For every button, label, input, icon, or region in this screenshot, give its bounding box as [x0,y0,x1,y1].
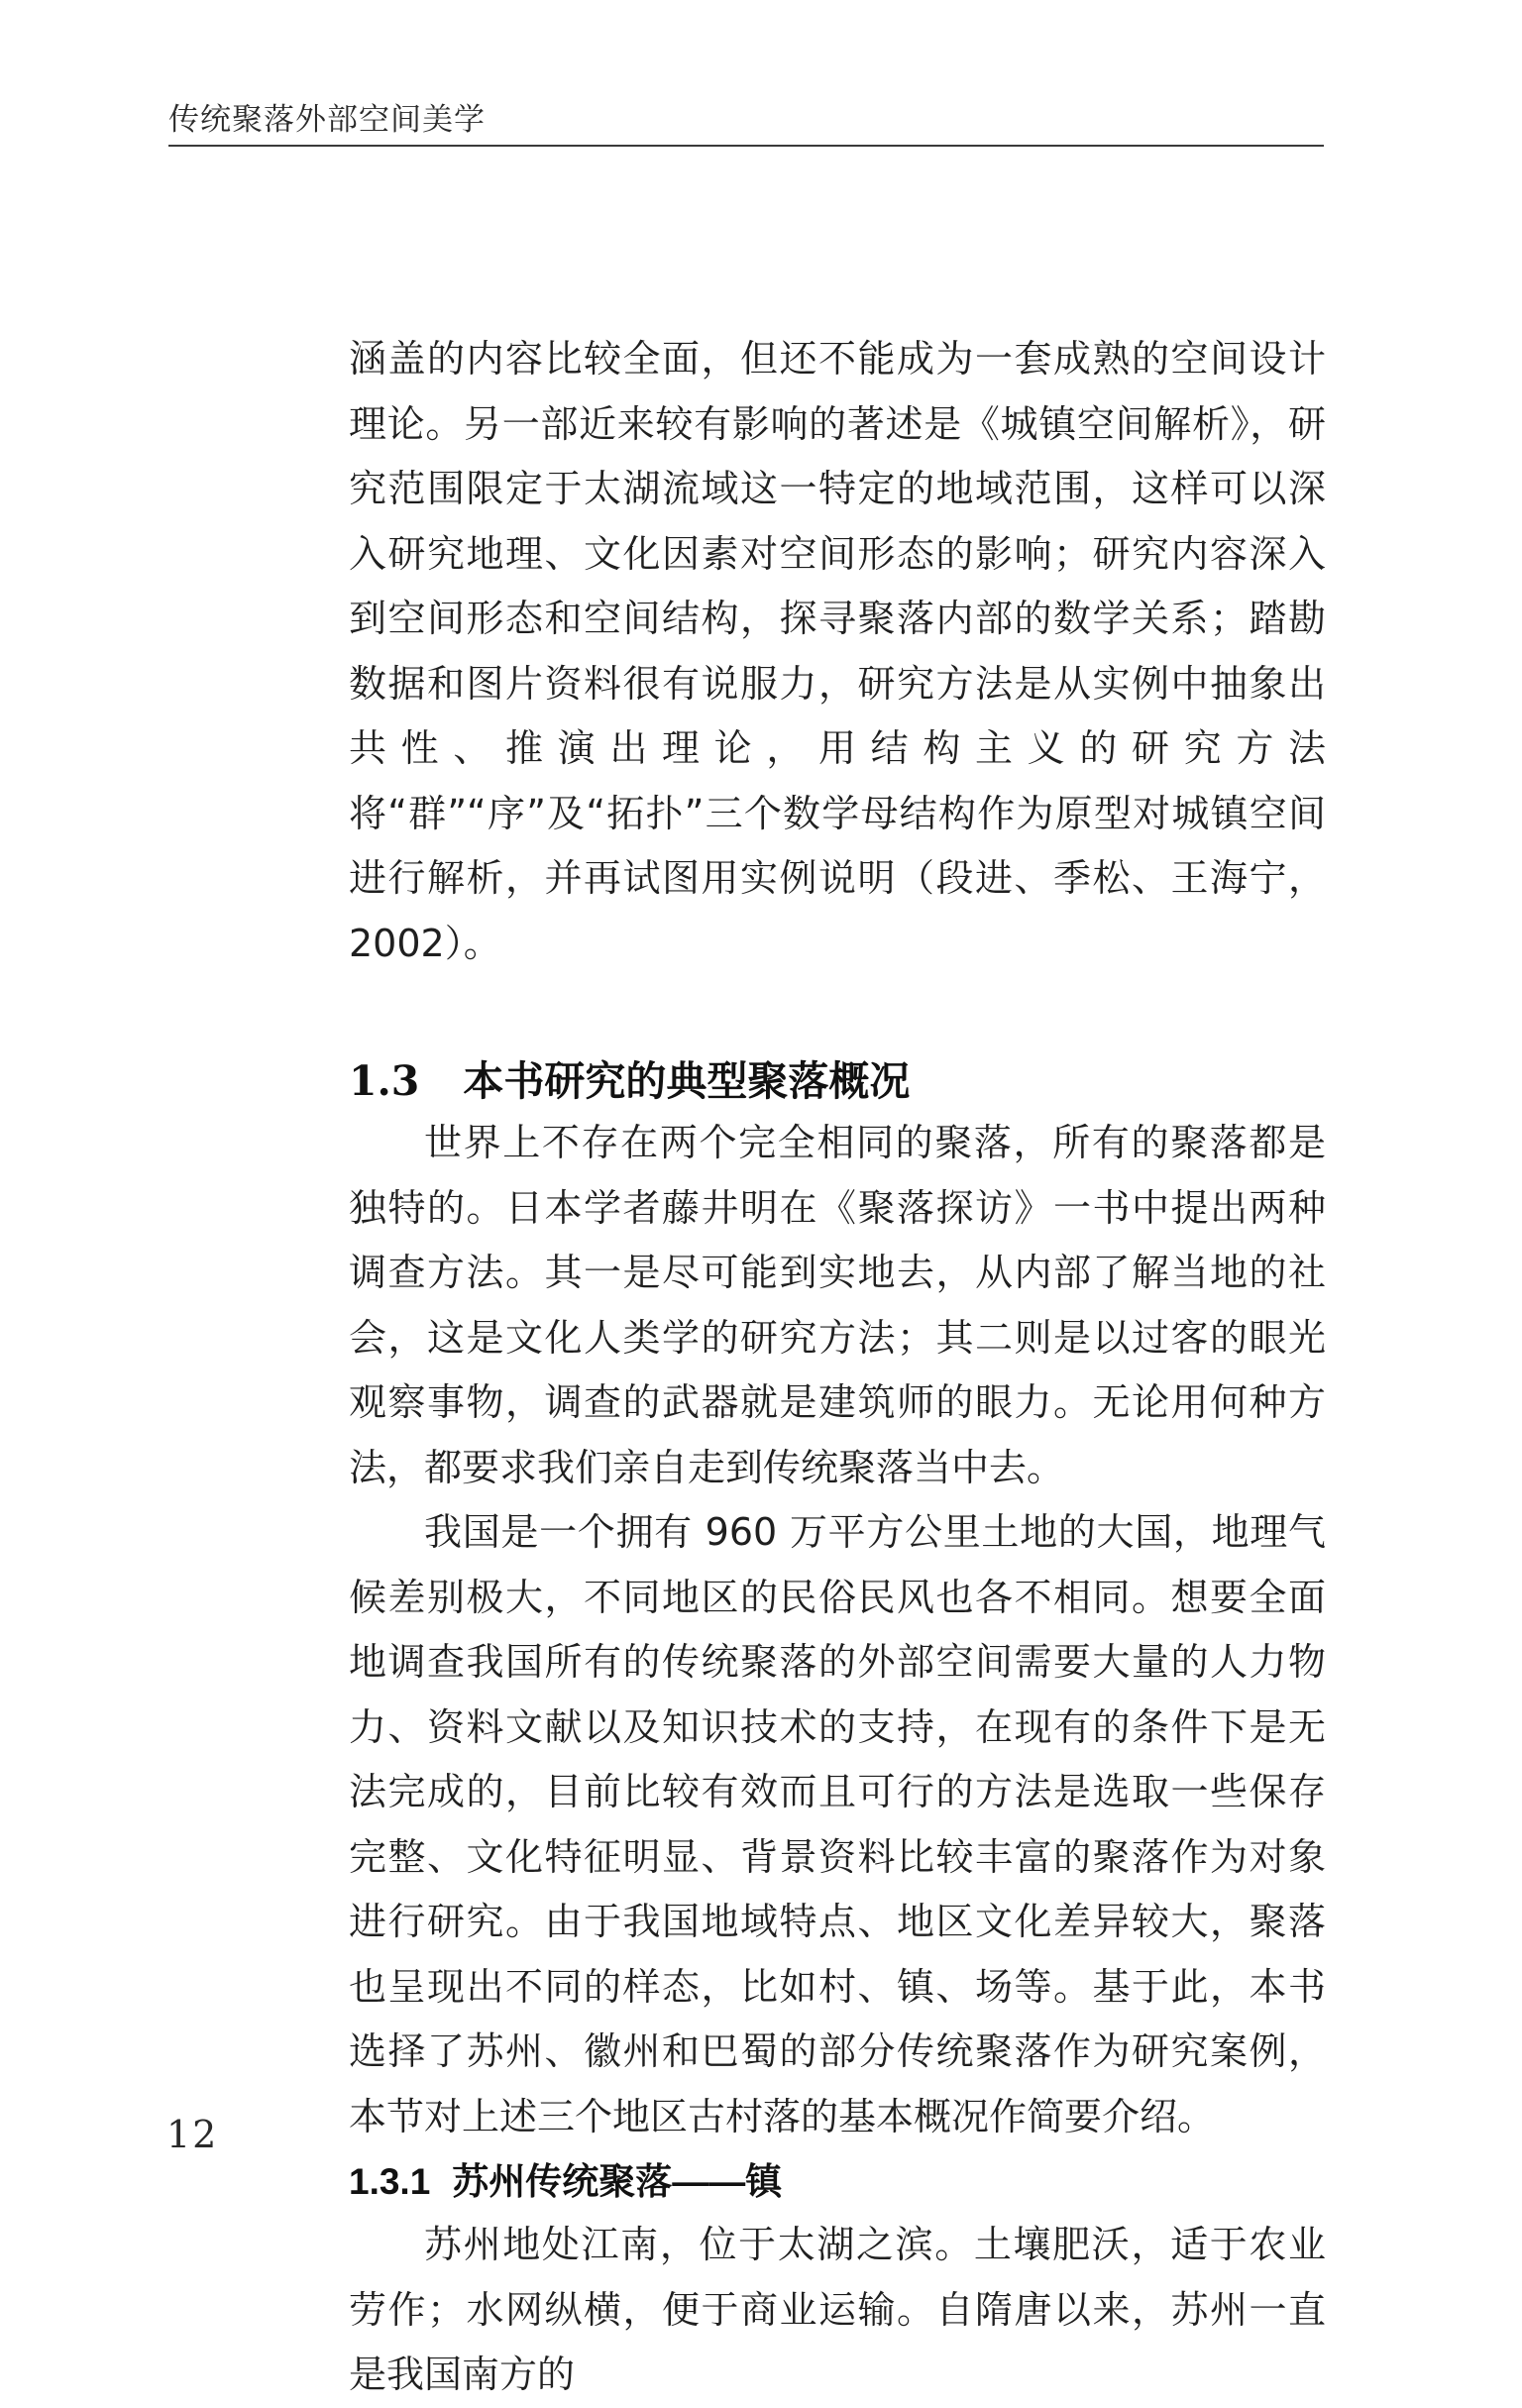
section-title: 本书研究的典型聚落概况 [463,1057,911,1105]
intro-paragraph: 涵盖的内容比较全面，但还不能成为一套成熟的空间设计理论。另一部近来较有影响的著述是《城镇空间解析》，研究范围限定于太湖流域这一特定的地域范围，这样可以深入研究地理、文化因素对空间形态的影响；研究内容深入到空间形态和空间结构，探寻聚落内部的数学关系；踏勘数据和图片资料很有说服力，研究方法是从实例中抽象出共性、推演出理论，用结构主义的研究方法将“群”“序”及“拓扑”三个数学母结构作为原型对城镇空间进行解析，并再试图用实例说明（段进、季松、王海宁，2002）。 [349,337,1326,965]
subsection-paragraph-1: 苏州地处江南，位于太湖之滨。土壤肥沃，适于农业劳作；水网纵横，便于商业运输。自隋唐以来，苏州一直是我国南方的 [349,2223,1326,2396]
section-number: 1.3 [349,1057,420,1105]
page-number: 12 [166,2113,219,2156]
section-paragraph-1: 世界上不存在两个完全相同的聚落，所有的聚落都是独特的。日本学者藤井明在《聚落探访》一书中提出两种调查方法。其一是尽可能到实地去，从内部了解当地的社会，这是文化人类学的研究方法；其二则是以过客的眼光观察事物，调查的武器就是建筑师的眼力。无论用何种方法，都要求我们亲自走到传统聚落当中去。 [349,1121,1326,1489]
page-body [349,327,1326,2408]
subsection-number: 1.3.1 [349,2161,431,2202]
section-paragraph-2: 我国是一个拥有 960 万平方公里土地的大国，地理气候差别极大，不同地区的民俗民风也各不相同。想要全面地调查我国所有的传统聚落的外部空间需要大量的人力物力、资料文献以及知识技术的支持，在现有的条件下是无法完成的，目前比较有效而且可行的方法是选取一些保存完整、文化特征明显、背景资料比较丰富的聚落作为对象进行研究。由于我国地域特点、地区文化差异较大，聚落也呈现出不同的样态，比如村、镇、场等。基于此，本书选择了苏州、徽州和巴蜀的部分传统聚落作为研究案例，本节对上述三个地区古村落的基本概况作简要介绍。 [349,1510,1326,2138]
subsection-heading [349,2151,1326,2213]
header-rule [168,145,1324,147]
section-heading [349,1051,1326,1111]
subsection-title: 苏州传统聚落——镇 [452,2161,783,2202]
running-header-title: 传统聚落外部空间美学 [168,102,486,138]
